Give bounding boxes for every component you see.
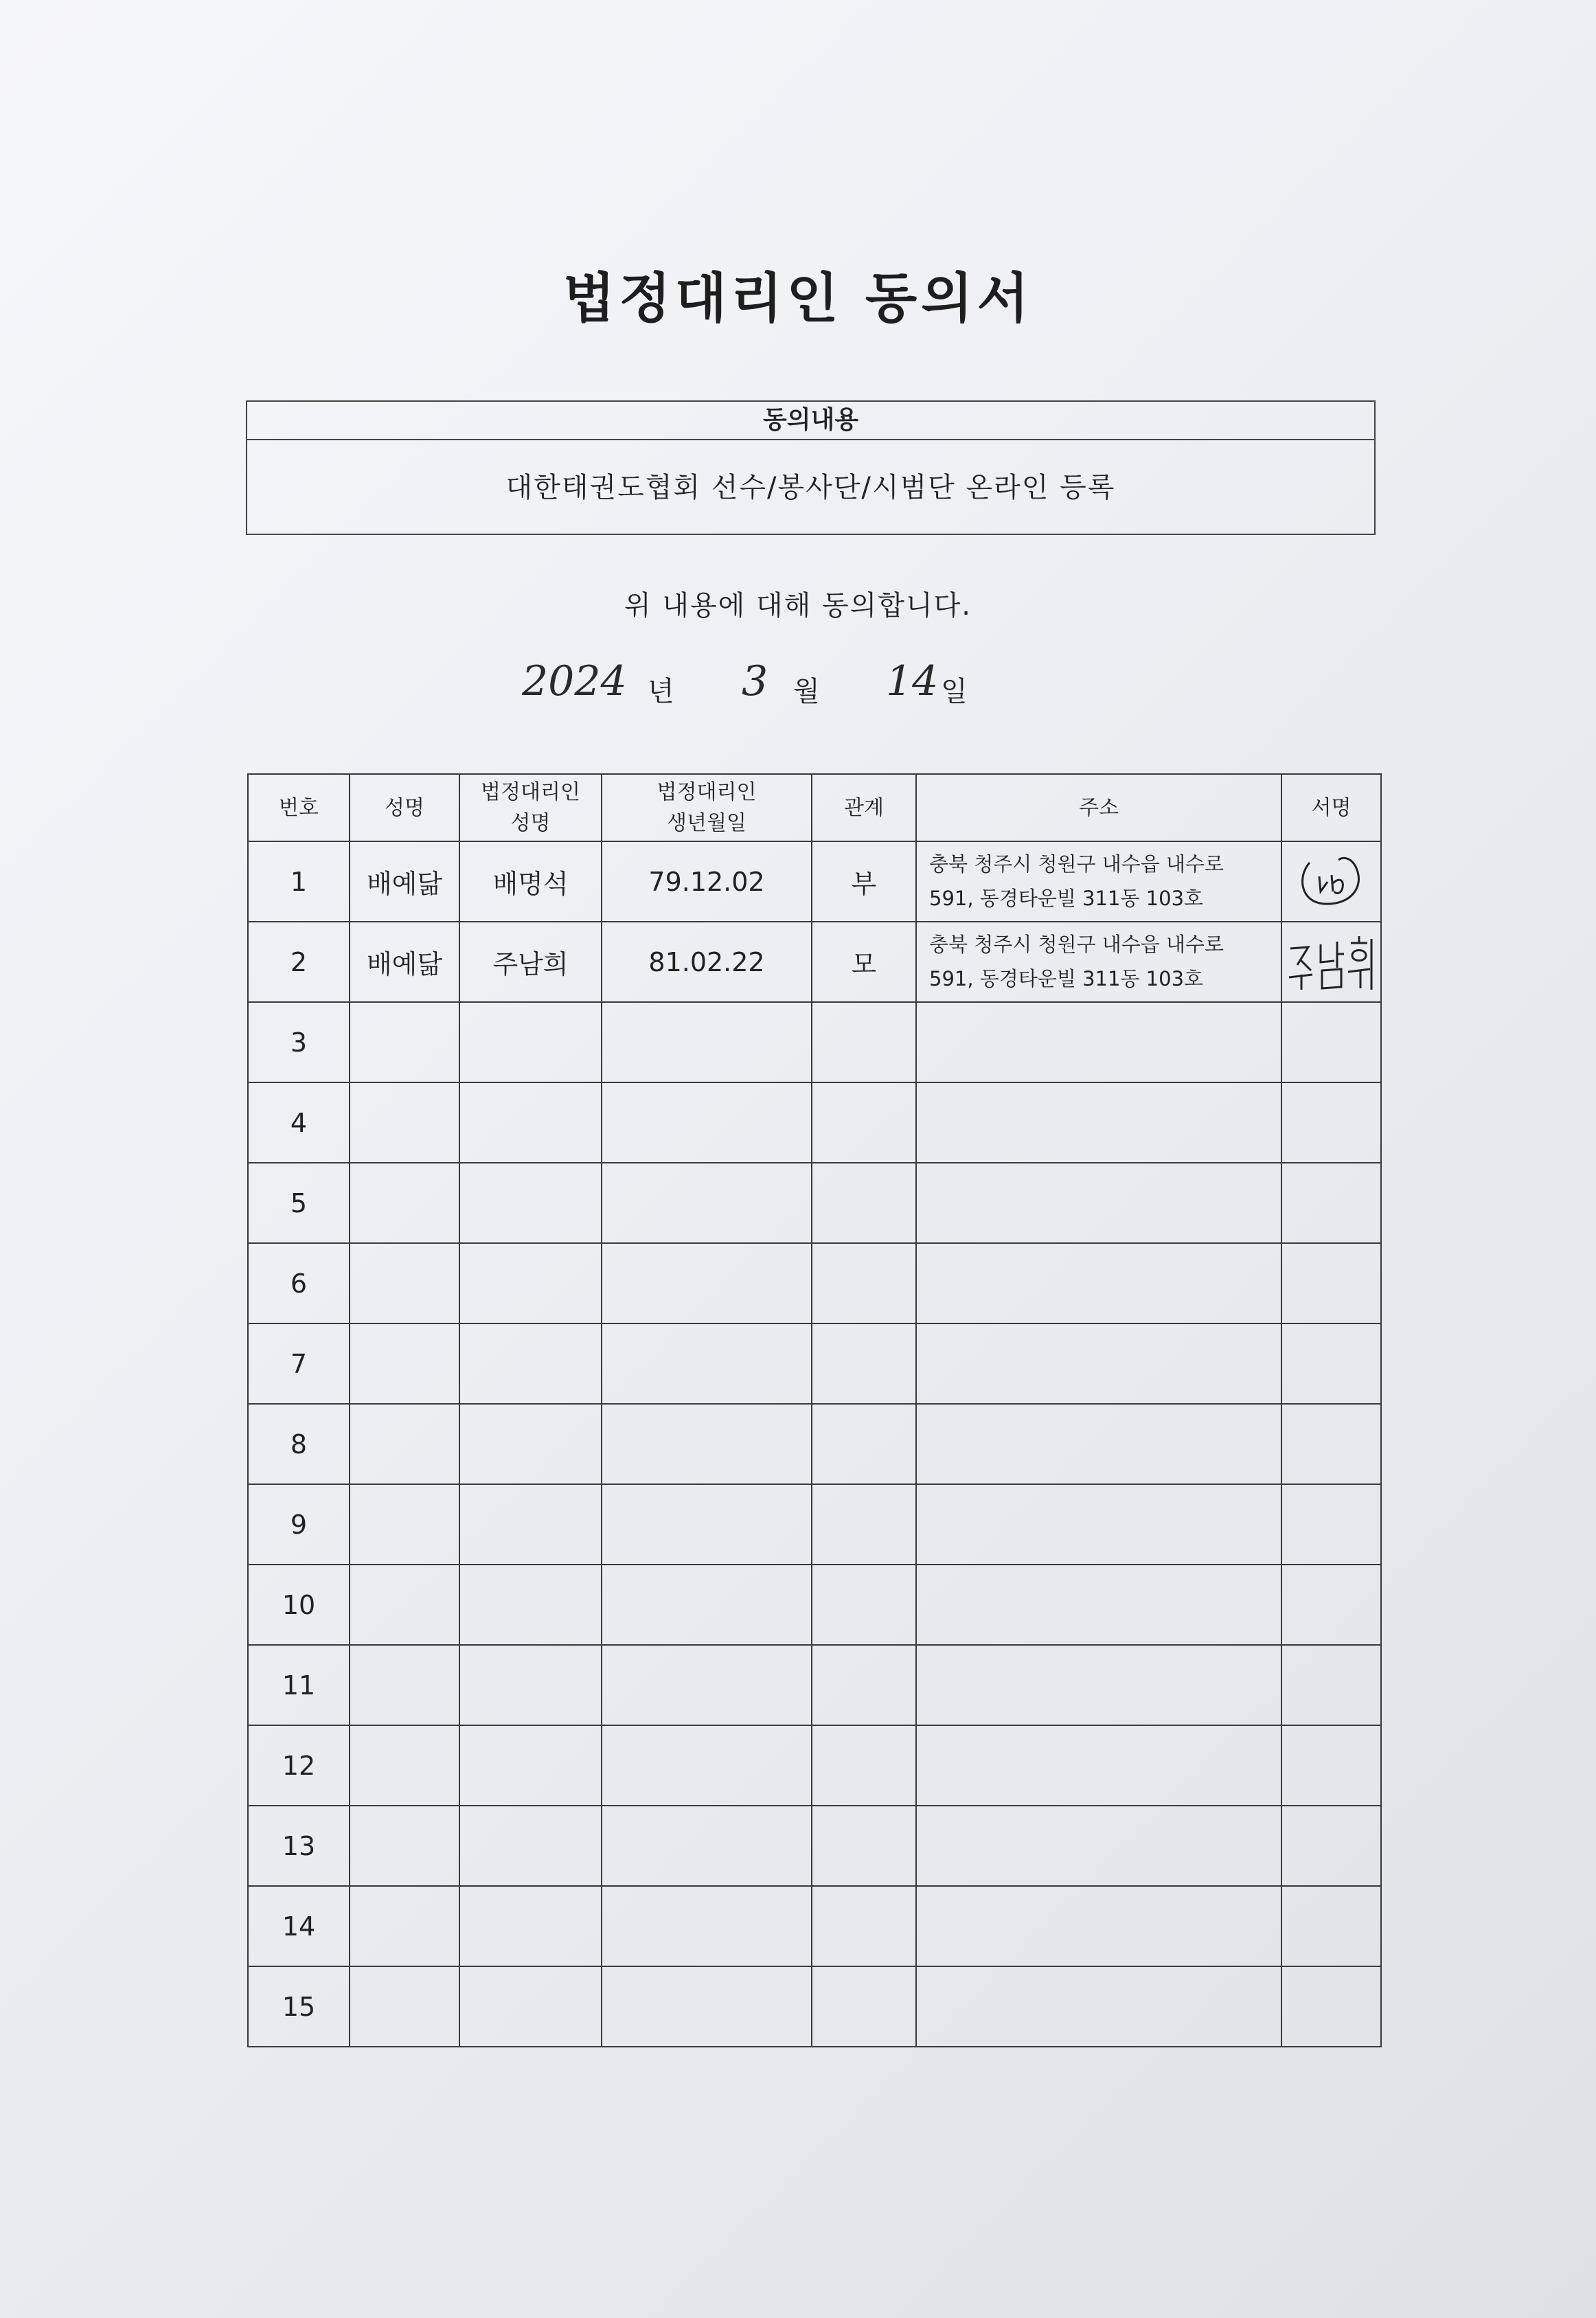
cell-guardian-birth — [602, 1645, 812, 1725]
cell-address — [916, 1725, 1281, 1806]
cell-name — [350, 1966, 459, 2047]
cell-signature — [1281, 1082, 1381, 1163]
cell-signature — [1281, 1806, 1381, 1886]
cell-name — [350, 1484, 459, 1565]
cell-guardian-birth: 81.02.22 — [602, 922, 812, 1002]
header-guardian-name: 법정대리인 성명 — [459, 774, 602, 841]
cell-relation — [812, 1163, 916, 1243]
date-day-unit: 일 — [941, 676, 968, 707]
cell-name — [350, 1404, 459, 1484]
cell-guardian-birth — [602, 1886, 812, 1966]
header-guardian-birth: 법정대리인 생년월일 — [602, 774, 812, 841]
table-row — [248, 1966, 1381, 2047]
cell-name — [350, 1806, 459, 1886]
consent-content-header: 동의내용 — [247, 402, 1374, 440]
cell-signature — [1281, 922, 1381, 1002]
cell-signature — [1281, 1886, 1381, 1966]
cell-no: 3 — [248, 1002, 350, 1082]
cell-no: 6 — [248, 1243, 350, 1323]
table-row — [248, 1243, 1381, 1323]
date-year: 2024 — [522, 657, 627, 705]
cell-guardian-name — [459, 1163, 602, 1243]
cell-guardian-birth: 79.12.02 — [602, 841, 812, 922]
cell-signature — [1281, 1002, 1381, 1082]
cell-address — [916, 1082, 1281, 1163]
cell-name — [350, 1565, 459, 1645]
document-title: 법정대리인 동의서 — [563, 268, 1033, 330]
cell-name: 배예닮 — [350, 922, 459, 1002]
cell-signature — [1281, 1243, 1381, 1323]
cell-signature — [1281, 1484, 1381, 1565]
cell-relation — [812, 1886, 916, 1966]
cell-name — [350, 1243, 459, 1323]
consent-content-box — [246, 400, 1376, 535]
cell-name: 배예닮 — [350, 841, 459, 922]
cell-guardian-birth — [602, 1243, 812, 1323]
cell-guardian-birth — [602, 1484, 812, 1565]
cell-guardian-birth — [602, 1082, 812, 1163]
table-row — [248, 1484, 1381, 1565]
cell-guardian-name — [459, 1806, 602, 1886]
cell-signature — [1281, 1404, 1381, 1484]
header-address: 주소 — [916, 774, 1281, 841]
table-row — [248, 1725, 1381, 1806]
guardian-table — [247, 773, 1382, 2047]
cell-guardian-birth — [602, 1323, 812, 1404]
cell-address — [916, 1484, 1281, 1565]
cell-relation — [812, 1243, 916, 1323]
table-row — [248, 1404, 1381, 1484]
cell-name — [350, 1725, 459, 1806]
cell-relation — [812, 1806, 916, 1886]
cell-guardian-name — [459, 1565, 602, 1645]
cell-no: 2 — [248, 922, 350, 1002]
cell-guardian-name — [459, 1002, 602, 1082]
cell-signature — [1281, 841, 1381, 922]
date-day: 14 — [886, 657, 939, 705]
cell-address — [916, 1886, 1281, 1966]
cell-guardian-name — [459, 1082, 602, 1163]
cell-guardian-name — [459, 1323, 602, 1404]
consent-content-body: 대한태권도협회 선수/봉사단/시범단 온라인 등록 — [505, 472, 1116, 503]
date-year-unit: 년 — [648, 676, 674, 707]
cell-no: 4 — [248, 1082, 350, 1163]
cell-no: 7 — [248, 1323, 350, 1404]
signature-mark — [1290, 849, 1373, 914]
cell-no: 15 — [248, 1966, 350, 2047]
cell-address — [916, 1163, 1281, 1243]
table-row — [248, 1645, 1381, 1725]
cell-guardian-name: 주남희 — [459, 922, 602, 1002]
cell-signature — [1281, 1645, 1381, 1725]
cell-guardian-birth — [602, 1163, 812, 1243]
cell-name — [350, 1082, 459, 1163]
cell-guardian-name — [459, 1645, 602, 1725]
date-month-unit: 월 — [793, 676, 820, 707]
cell-address — [916, 1966, 1281, 2047]
cell-signature — [1281, 1966, 1381, 2047]
cell-guardian-birth — [602, 1806, 812, 1886]
cell-no: 1 — [248, 841, 350, 922]
signature-handwritten — [1285, 929, 1378, 995]
cell-guardian-name — [459, 1886, 602, 1966]
cell-no: 12 — [248, 1725, 350, 1806]
table-row — [248, 922, 1381, 1002]
cell-no: 8 — [248, 1404, 350, 1484]
cell-address — [916, 1645, 1281, 1725]
cell-relation: 모 — [812, 922, 916, 1002]
cell-guardian-birth — [602, 1002, 812, 1082]
cell-guardian-birth — [602, 1404, 812, 1484]
table-row — [248, 1002, 1381, 1082]
cell-no: 9 — [248, 1484, 350, 1565]
cell-guardian-name — [459, 1725, 602, 1806]
cell-guardian-birth — [602, 1966, 812, 2047]
cell-relation: 부 — [812, 841, 916, 922]
table-row — [248, 1886, 1381, 1966]
cell-relation — [812, 1565, 916, 1645]
table-header-row — [248, 774, 1381, 841]
cell-relation — [812, 1645, 916, 1725]
cell-address — [916, 1243, 1281, 1323]
cell-address: 충북 청주시 청원구 내수읍 내수로 591, 동경타운빌 311동 103호 — [916, 922, 1281, 1002]
cell-no: 10 — [248, 1565, 350, 1645]
cell-guardian-name: 배명석 — [459, 841, 602, 922]
table-row — [248, 1323, 1381, 1404]
cell-no: 5 — [248, 1163, 350, 1243]
cell-signature — [1281, 1323, 1381, 1404]
cell-name — [350, 1323, 459, 1404]
cell-relation — [812, 1082, 916, 1163]
cell-guardian-name — [459, 1243, 602, 1323]
cell-guardian-birth — [602, 1725, 812, 1806]
header-no: 번호 — [248, 774, 350, 841]
table-row — [248, 1565, 1381, 1645]
cell-guardian-name — [459, 1484, 602, 1565]
cell-relation — [812, 1725, 916, 1806]
cell-relation — [812, 1002, 916, 1082]
cell-guardian-birth — [602, 1565, 812, 1645]
cell-address — [916, 1404, 1281, 1484]
cell-no: 13 — [248, 1806, 350, 1886]
cell-name — [350, 1163, 459, 1243]
date-month: 3 — [742, 657, 768, 705]
cell-relation — [812, 1966, 916, 2047]
cell-guardian-name — [459, 1966, 602, 2047]
agreement-statement: 위 내용에 대해 동의합니다. — [624, 590, 972, 622]
cell-address — [916, 1565, 1281, 1645]
header-signature: 서명 — [1281, 774, 1381, 841]
cell-relation — [812, 1484, 916, 1565]
cell-name — [350, 1002, 459, 1082]
cell-relation — [812, 1323, 916, 1404]
table-row — [248, 1163, 1381, 1243]
cell-signature — [1281, 1163, 1381, 1243]
table-row — [248, 1082, 1381, 1163]
cell-relation — [812, 1404, 916, 1484]
cell-name — [350, 1886, 459, 1966]
cell-address — [916, 1806, 1281, 1886]
cell-name — [350, 1645, 459, 1725]
cell-signature — [1281, 1725, 1381, 1806]
cell-address — [916, 1002, 1281, 1082]
cell-address — [916, 1323, 1281, 1404]
cell-no: 14 — [248, 1886, 350, 1966]
cell-guardian-name — [459, 1404, 602, 1484]
header-relation: 관계 — [812, 774, 916, 841]
header-name: 성명 — [350, 774, 459, 841]
table-row — [248, 841, 1381, 922]
cell-address: 충북 청주시 청원구 내수읍 내수로 591, 동경타운빌 311동 103호 — [916, 841, 1281, 922]
table-row — [248, 1806, 1381, 1886]
cell-no: 11 — [248, 1645, 350, 1725]
cell-signature — [1281, 1565, 1381, 1645]
